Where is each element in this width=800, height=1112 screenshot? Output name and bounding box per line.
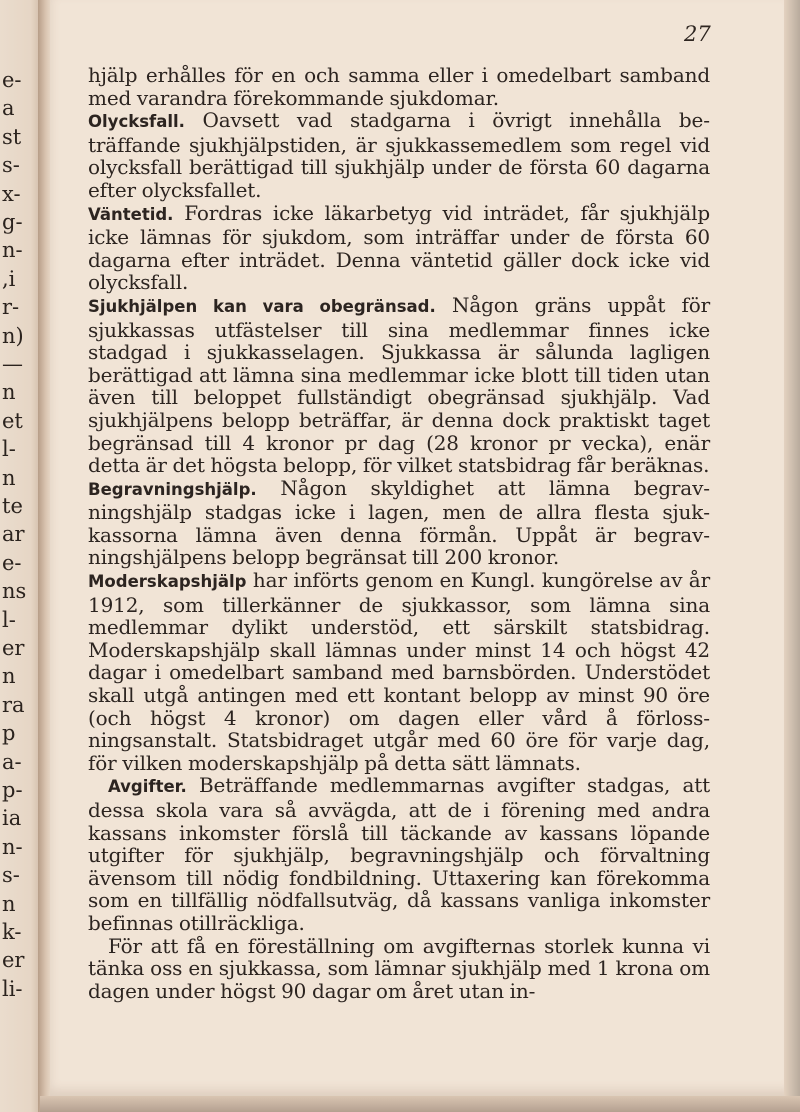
previous-page-fragment: a [2, 96, 15, 121]
previous-page-fragment: ,i [2, 266, 16, 291]
previous-page-fragment: n- [2, 834, 23, 859]
paragraph-text: Någon skyldighet att lämna begravningshjälp stadgas icke i lagen, men de allra flesta sjukkassorna lämna även denna förmån. Uppåt är begravningshjälpens belopp begränsat till 200 kronor. [88, 475, 710, 570]
previous-page-fragment: l- [2, 437, 16, 462]
paragraph-text: För att få en föreställning om avgifternas storlek kunna vi tänka oss en sjukkassa, som lämnar sjukhjälp med 1 krona om dagen under högst 90 dagar om året utan in- [88, 933, 710, 1003]
previous-page-fragment: a- [2, 749, 22, 774]
previous-page-fragment: e- [2, 68, 22, 92]
paragraph-vantetid [88, 202, 710, 294]
paragraph-text: hjälp erhålles för en och samma eller i omedelbart samband med varandra förekommande sjukdomar. [88, 63, 710, 110]
previous-page-fragment: n- [2, 238, 23, 263]
previous-page-fragment: et [2, 408, 23, 433]
page-right-edge [784, 0, 800, 1112]
paragraph-heading: Avgifter. [108, 777, 187, 797]
paragraph-obegransad [88, 294, 710, 477]
previous-page-fragment: — [2, 352, 23, 376]
paragraph-begravningshjalp [88, 477, 710, 569]
previous-page-fragment: p [2, 721, 16, 746]
previous-page-fragment: st [2, 124, 22, 149]
previous-page-fragment: er [2, 636, 25, 660]
paragraph-continuation [88, 64, 710, 109]
previous-page-fragment: te [2, 494, 23, 518]
previous-page-fragment: er [2, 948, 25, 973]
previous-page-fragment: n [2, 380, 16, 405]
paragraph-heading: Olycksfall. [88, 112, 185, 132]
previous-page-fragment: p- [2, 778, 23, 802]
paragraph-moderskapshjalp [88, 569, 710, 774]
previous-page-fragment: s- [2, 153, 20, 178]
previous-page-fragment: s- [2, 863, 20, 888]
page-number: 27 [684, 22, 711, 46]
previous-page-fragment: ra [2, 692, 25, 717]
paragraph-text: Någon gräns uppåt för sjukkassas utfästelser till sina medlemmar finnes icke stadgad i sjukkasselagen. Sjukkassa är sålunda lagligen berättigad att lämna sina medlemmar icke blott till tiden utan även till beloppet fullständigt obegränsad sjukhjälp. Vad sjukhjälpens belopp beträffar, är denna dock praktiskt taget begränsad till 4 kronor pr dag (28 kronor pr vecka), enär detta är det högsta belopp, för vilket statsbidrag får beräknas. [88, 292, 710, 478]
previous-page-fragment: n [2, 891, 16, 916]
paragraph-text: Beträffande medlemmarnas avgifter stadgas, att dessa skola vara så avvägda, att de i förening med andra kassans inkomster förslå till täckande av kassans löpande utgifter för sjukhjälp, begravningshjälp och förvaltning ävensom till nödig fondbildning. Uttaxering kan förekomma som en tillfällig nödfallsutväg, då kassans vanliga inkomster befinnas otillräckliga. [88, 773, 710, 935]
previous-page-fragment: k- [2, 920, 22, 944]
paragraph-example [88, 935, 710, 1003]
paragraph-text: har införts genom en Kungl. kungörelse av år 1912, som tillerkänner de sjukkassor, som lämna sina medlemmar dylikt understöd, ett särskilt statsbidrag. Moderskapshjälp skall lämnas under minst 14 och högst 42 dagar i omedelbart samband med barnsbörden. Understödet skall utgå antingen med ett kontant belopp av minst 90 öre (och högst 4 kronor) om dagen eller vård å förlossningsanstalt. Statsbidraget utgår med 60 öre för varje dag, för vilken moderskapshjälp på detta sätt lämnats. [88, 568, 710, 775]
previous-page-fragment: r- [2, 295, 20, 320]
previous-page-fragment: li- [2, 976, 23, 1001]
paragraph-heading: Sjukhjälpen kan vara obegränsad. [88, 296, 436, 316]
paragraph-heading: Begravningshjälp. [88, 479, 257, 499]
paragraph-olycksfall [88, 109, 710, 201]
previous-page-fragment: ar [2, 522, 25, 547]
paragraph-text: Fordras icke läkarbetyg vid inträdet, får sjukhjälp icke lämnas för sjukdom, som inträffar under de första 60 dagarna efter inträdet. Denna väntetid gäller dock icke vid olycksfall. [88, 200, 710, 295]
paragraph-heading: Väntetid. [88, 204, 174, 224]
previous-page-fragment: x- [2, 181, 21, 206]
previous-page-fragment: n [2, 465, 16, 490]
previous-page-fragment: g- [2, 210, 23, 234]
previous-page-fragment: n [2, 664, 16, 689]
paragraph-heading: Moderskapshjälp [88, 572, 247, 592]
previous-page-fragment: ns [2, 579, 27, 604]
previous-page-fragment: l- [2, 607, 16, 632]
previous-page-fragment: n) [2, 323, 24, 348]
paragraph-text: Oavsett vad stadgarna i övrigt innehålla beträffande sjukhjälpstiden, är sjukkassemedlem som regel vid olycksfall berättigad till sjukhjälp under de första 60 dagarna efter olycksfallet. [88, 108, 710, 202]
page-bottom-edge [40, 1096, 800, 1112]
previous-page-fragment: ia [2, 806, 22, 831]
previous-page-fragment: e- [2, 550, 22, 575]
page-body [88, 64, 710, 1002]
paragraph-avgifter [88, 774, 710, 934]
